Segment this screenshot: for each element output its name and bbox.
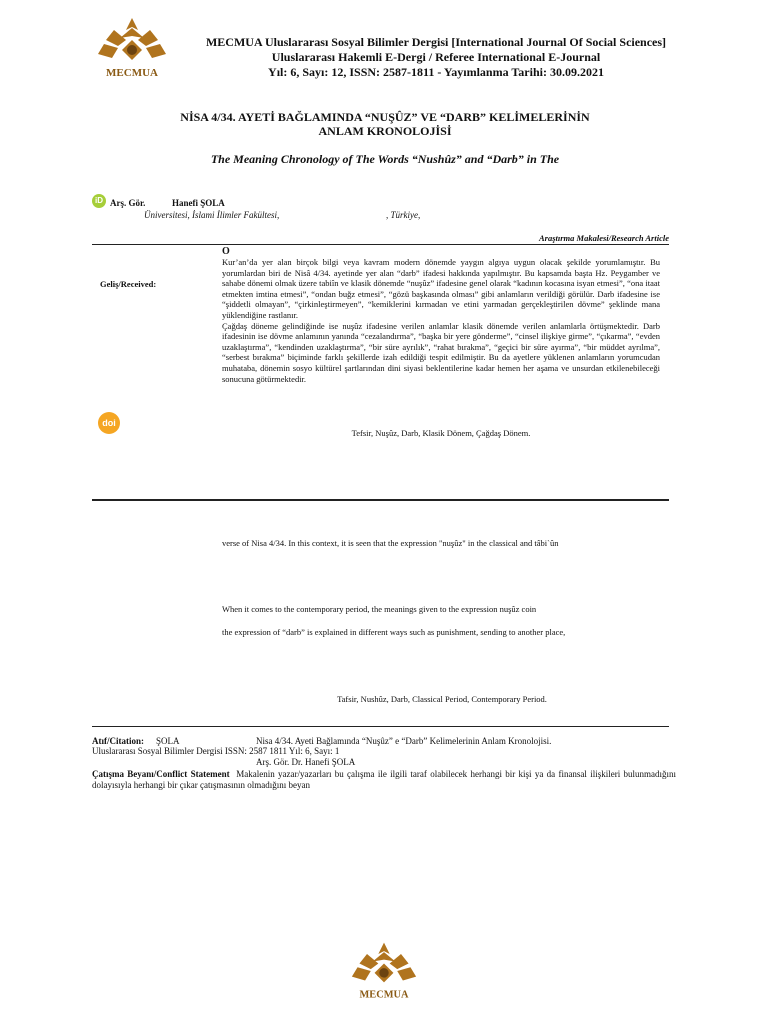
abstract-heading: O — [222, 246, 230, 257]
mecmua-logo — [96, 16, 168, 80]
journal-name: MECMUA Uluslararası Sosyal Bilimler Dergisi [International Journal Of Social Sciences] — [205, 35, 667, 49]
divider-top — [92, 244, 669, 245]
article-title-tr — [150, 110, 620, 138]
conflict-label: Çatışma Beyanı/Conflict Statement — [92, 769, 230, 779]
received-label: Geliş/Received: — [100, 279, 157, 289]
title-line-2: ANLAM KRONOLOJİSİ — [318, 124, 452, 138]
logo-wordmark: MECMUA — [106, 67, 158, 79]
article-title-en: The Meaning Chronology of The Words “Nushûz” and “Darb” in The — [210, 152, 560, 166]
author-rank: Arş. Gör. — [110, 198, 146, 208]
citation-journal: Uluslararası Sosyal Bilimler Dergisi ISSN: 2587 1811 Yıl: 6, Sayı: 1 — [92, 746, 340, 756]
orcid-icon[interactable]: iD — [92, 194, 106, 208]
citation-title: Nisa 4/34. Ayeti Bağlamında “Nuşûz” e “Darb” Kelimelerinin Anlam Kronolojisi. — [256, 736, 552, 746]
doi-icon[interactable]: doi — [98, 412, 120, 434]
citation-label: Atıf/Citation: — [92, 736, 144, 746]
abstract-para-2: Çağdaş döneme gelindiğinde ise nuşûz ifadesine verilen anlamlar klasik dönemde verilen anlamlarla örtüşmektedir. Darb ifadesinin ise dövme anlamının yanında “cezalandırma”, “başka bir yere gönderme”, “cinsel ilişkiye girme”, “çıkarma”, “evden uzaklaştırma”, “kendinden uzaklaştırma”, “bir süre ayrılık”, “rahat bırakma”, “geçici bir süre ayırma”, “bir müddet ayrılma”, “serbest bırakma” biçiminde farklı şekillerde izah edildiği tespit edilmiştir. Bu da ayetlere yüklenen anlamların yorumcudan muhataba, dönemin sosyo kültürel şartlarından dini siyasi beklentilerine kadar hemen her aşama ve unsurdan etkilenebileceği sonucuna götürmektedir. — [222, 320, 660, 384]
divider-middle — [92, 499, 669, 501]
keywords-tr: Tefsir, Nuşûz, Darb, Klasik Dönem, Çağdaş Dönem. — [351, 428, 531, 438]
abstract-en-line-1: verse of Nisa 4/34. In this context, it is seen that the expression "nuşûz" in the classical and tâbi`ûn — [222, 538, 559, 548]
divider-bottom — [92, 726, 669, 727]
journal-issue: Yıl: 6, Sayı: 12, ISSN: 2587-1811 - Yayımlanma Tarihi: 30.09.2021 — [268, 65, 604, 79]
conflict-statement — [92, 769, 676, 791]
author-country: , Türkiye, — [386, 210, 421, 220]
abstract-tr — [222, 246, 660, 384]
abstract-en-line-2: When it comes to the contemporary period, the meanings given to the expression nuşûz coin — [222, 604, 537, 614]
citation-corresponding: Arş. Gör. Dr. Hanefi ŞOLA — [256, 757, 356, 767]
citation-author: ŞOLA — [156, 736, 180, 746]
mecmua-logo-footer — [350, 938, 418, 1004]
abstract-para-1: Kur’an’da yer alan birçok bilgi veya kavram modern dönemde yaygın algıya uygun olacak şekilde yorumlamıştır. Bu yorumlardan biri de Nisâ 4/34. ayetinde yer alan “darb” ifadesi hakkında yapılmıştır. Bu kapsamda başta Hz. Peygamber ve sahabe dönemi olmak üzere tabiîn ve klasik dönemde “nuşûz” ifadesine genel olarak “kadının kocasına isyan etmesi”, “ona itaat etmekten imtina etmesi”, “ondan buğz etmesi”, “gözü başkasında olması” gibi anlamların verildiği görülür. Darb ifadesine ise “şiddetli olmayan”, “çirkinleştirmeyen”, “kemiklerini kırmadan ve etini yarmadan gerçekleştirilen dövme” şeklinde mana yüklendiğine rastlanır. — [222, 257, 660, 320]
logo-wordmark-footer: MECMUA — [359, 989, 409, 1001]
author-affiliation: Üniversitesi, İslami İlimler Fakültesi, — [144, 210, 280, 220]
abstract-en-line-3: the expression of “darb” is explained in different ways such as punishment, sending to another place, — [222, 627, 566, 637]
title-line-1: NİSA 4/34. AYETİ BAĞLAMINDA “NUŞÛZ” VE “DARB” KELİMELERİNİN — [180, 110, 590, 124]
journal-subtitle: Uluslararası Hakemli E-Dergi / Referee International E-Journal — [271, 50, 601, 64]
keywords-en: Tafsir, Nushûz, Darb, Classical Period, Contemporary Period. — [337, 694, 547, 704]
article-type: Araştırma Makalesi/Research Article — [538, 233, 669, 243]
author-name: Hanefi ŞOLA — [172, 198, 225, 208]
conflict-text: Makalenin yazar/yazarları bu çalışma ile ilgili taraf olabilecek herhangi bir kişi ya da finansal ilişkileri bulunmadığını dolayısıyla herhangi bir çıkar çatışmasının olmadığını beyan — [92, 769, 677, 790]
